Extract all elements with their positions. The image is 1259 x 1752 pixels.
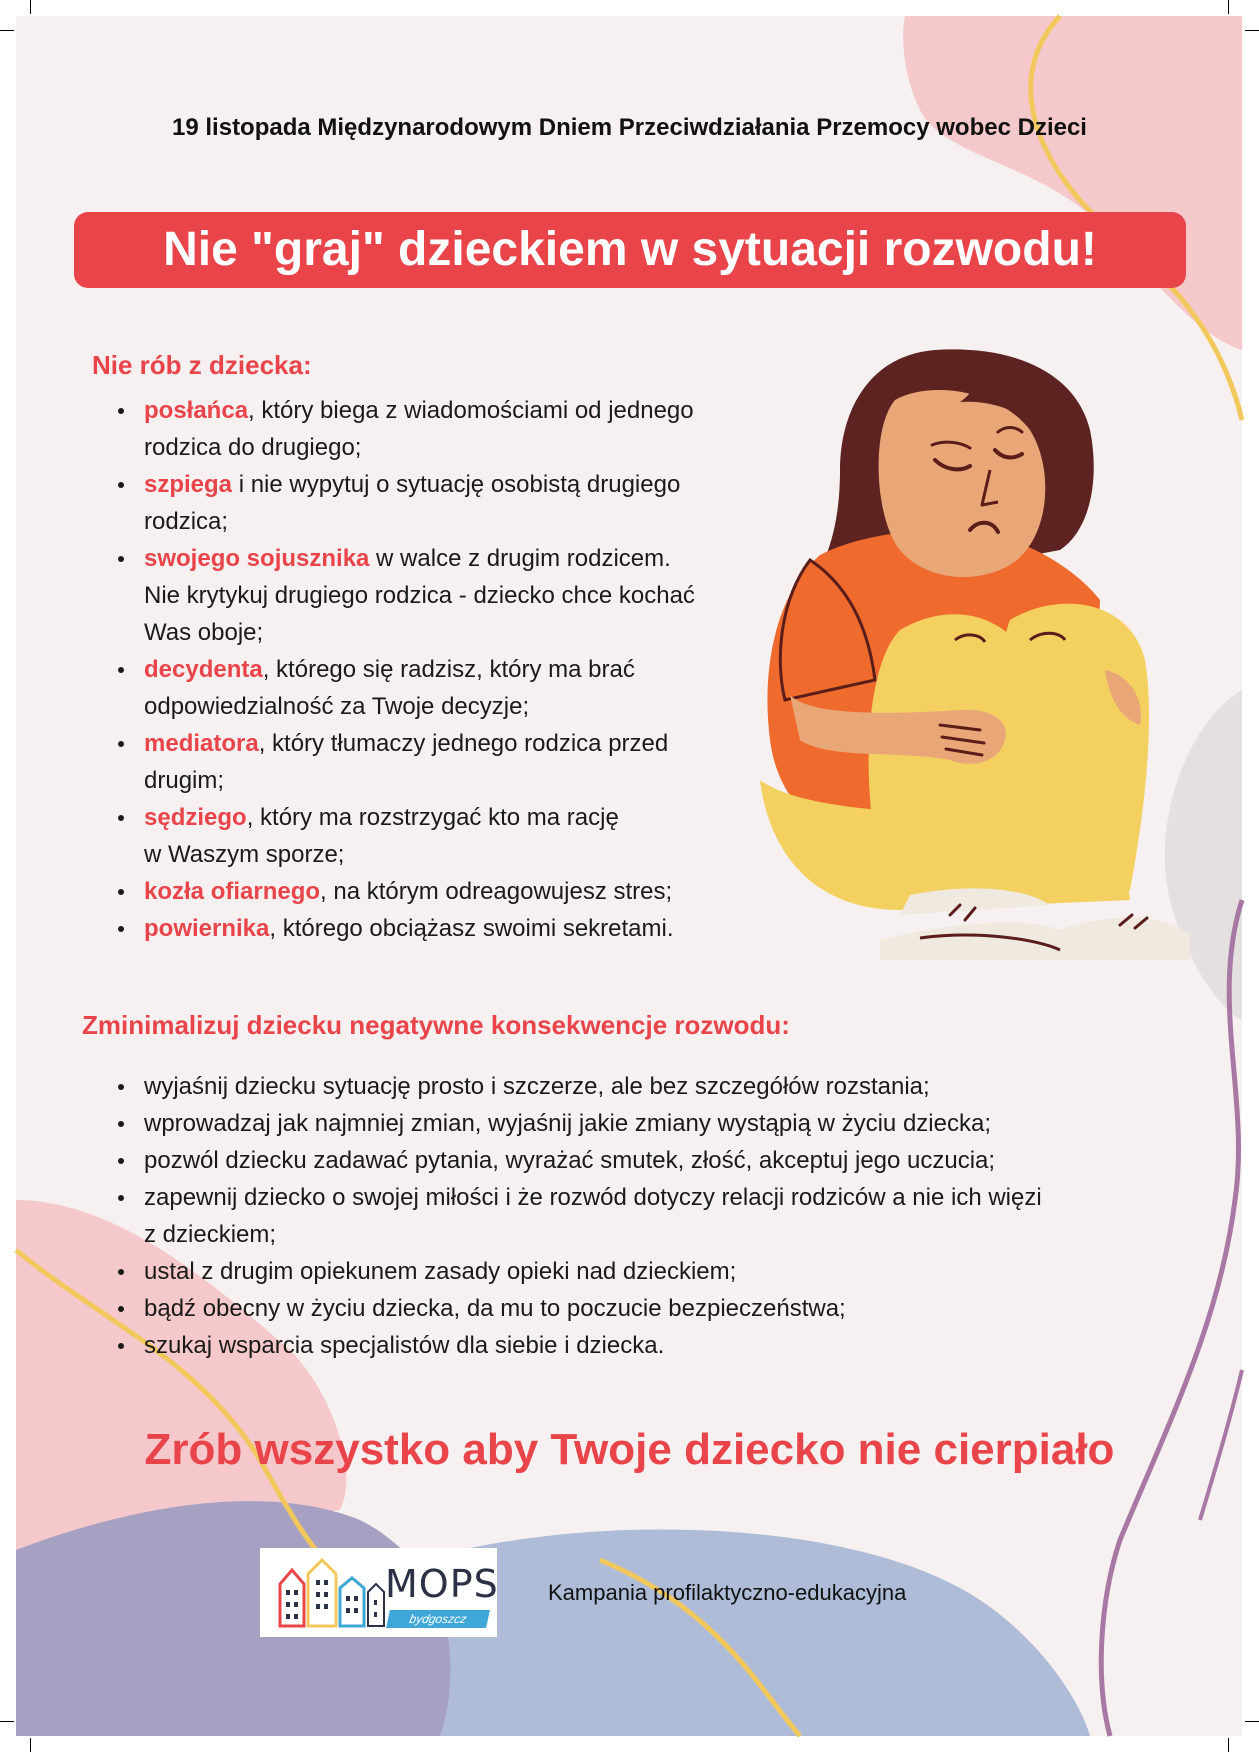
- shoe-right: [880, 918, 1190, 961]
- crop-mark: [0, 30, 14, 31]
- list-item: [104, 1253, 1184, 1290]
- date-heading: 19 listopada Międzynarodowym Dniem Przeciwdziałania Przemocy wobec Dzieci: [172, 114, 1087, 141]
- banner-title: Nie "graj" dzieckiem w sytuacji rozwodu!: [163, 223, 1097, 276]
- houses-logo-icon: [276, 1556, 386, 1628]
- list-item-text: , który tłumaczy jednego rodzica przed: [258, 730, 669, 757]
- slogan: Zrób wszystko aby Twoje dziecko nie cierpiało: [144, 1425, 1115, 1474]
- list-item: [104, 725, 784, 799]
- list-item-keyword: posłańca: [144, 397, 249, 424]
- logo-city-badge: [386, 1610, 490, 1628]
- list-item-text: wprowadzaj jak najmniej zmian, wyjaśnij jakie zmiany wystąpią w życiu dziecka;: [144, 1110, 991, 1137]
- list-item-text: Was oboje;: [144, 619, 264, 646]
- list-item-keyword: szpiega: [144, 471, 233, 498]
- list-item: [104, 392, 784, 466]
- crop-mark: [1245, 1721, 1259, 1722]
- list-item-keyword: kozła ofiarnego: [144, 878, 321, 905]
- logo-city: bydgoszcz: [408, 1612, 468, 1626]
- list-item: [104, 1068, 1184, 1105]
- crop-mark: [30, 0, 31, 14]
- list-item-text: drugim;: [144, 767, 225, 794]
- list-item-text: , który ma rozstrzygać kto ma rację: [246, 804, 619, 831]
- list-item: [104, 466, 784, 540]
- list-item: [104, 1179, 1184, 1253]
- list-item-text: i nie wypytuj o sytuację osobistą drugiego: [232, 471, 681, 498]
- list-item-text: wyjaśnij dziecku sytuację prosto i szczerze, ale bez szczegółów rozstania;: [144, 1073, 930, 1100]
- list-item-text: z dzieckiem;: [144, 1221, 277, 1248]
- list-item: [104, 910, 784, 947]
- list-item: [104, 1290, 1184, 1327]
- list-item-text: odpowiedzialność za Twoje decyzje;: [144, 693, 530, 720]
- list-item-text: zapewnij dziecko o swojej miłości i że rozwód dotyczy relacji rodziców a nie ich więzi: [144, 1184, 1042, 1211]
- list-item-text: pozwól dziecku zadawać pytania, wyrażać smutek, złość, akceptuj jego uczucia;: [144, 1147, 996, 1174]
- minimize-section-title: Zminimalizuj dziecku negatywne konsekwencje rozwodu:: [82, 1010, 790, 1040]
- list-item-keyword: powiernika: [144, 915, 270, 942]
- list-item-keyword: mediatora: [144, 730, 259, 757]
- list-item-text: rodzica;: [144, 508, 229, 535]
- list-item-text: Nie krytykuj drugiego rodzica - dziecko chce kochać: [144, 582, 695, 609]
- crop-mark: [30, 1738, 31, 1752]
- dont-section-title: Nie rób z dziecka:: [92, 350, 312, 380]
- minimize-list: [104, 1068, 1184, 1364]
- crop-mark: [1245, 30, 1259, 31]
- dont-list: [104, 392, 784, 947]
- list-item: [104, 651, 784, 725]
- list-item-text: w Waszym sporze;: [144, 841, 345, 868]
- list-item: [104, 799, 784, 873]
- list-item-keyword: sędziego: [144, 804, 247, 831]
- mops-logo: [260, 1548, 497, 1637]
- list-item-text: , którego się radzisz, który ma brać: [262, 656, 635, 683]
- list-item-text: , na którym odreagowujesz stres;: [320, 878, 673, 905]
- sad-girl-illustration: [760, 340, 1250, 970]
- list-item-text: rodzica do drugiego;: [144, 434, 362, 461]
- list-item-text: ustal z drugim opiekunem zasady opieki nad dzieckiem;: [144, 1258, 737, 1285]
- list-item: [104, 1105, 1184, 1142]
- list-item: [104, 1142, 1184, 1179]
- list-item: [104, 1327, 1184, 1364]
- list-item-text: bądź obecny w życiu dziecka, da mu to poczucie bezpieczeństwa;: [144, 1295, 846, 1322]
- list-item-text: w walce z drugim rodzicem.: [369, 545, 671, 572]
- list-item: [104, 873, 784, 910]
- logo-text: MOPS: [385, 1562, 499, 1606]
- list-item-keyword: decydenta: [144, 656, 263, 683]
- list-item-text: , który biega z wiadomościami od jednego: [248, 397, 694, 424]
- list-item-text: , którego obciążasz swoimi sekretami.: [269, 915, 674, 942]
- list-item-text: szukaj wsparcia specjalistów dla siebie i dziecka.: [144, 1332, 665, 1359]
- crop-mark: [1228, 0, 1229, 14]
- crop-mark: [0, 1721, 14, 1722]
- list-item-keyword: swojego sojusznika: [144, 545, 370, 572]
- title-banner: [74, 212, 1186, 288]
- crop-mark: [1228, 1738, 1229, 1752]
- list-item: [104, 540, 784, 651]
- campaign-label: Kampania profilaktyczno-edukacyjna: [548, 1580, 907, 1605]
